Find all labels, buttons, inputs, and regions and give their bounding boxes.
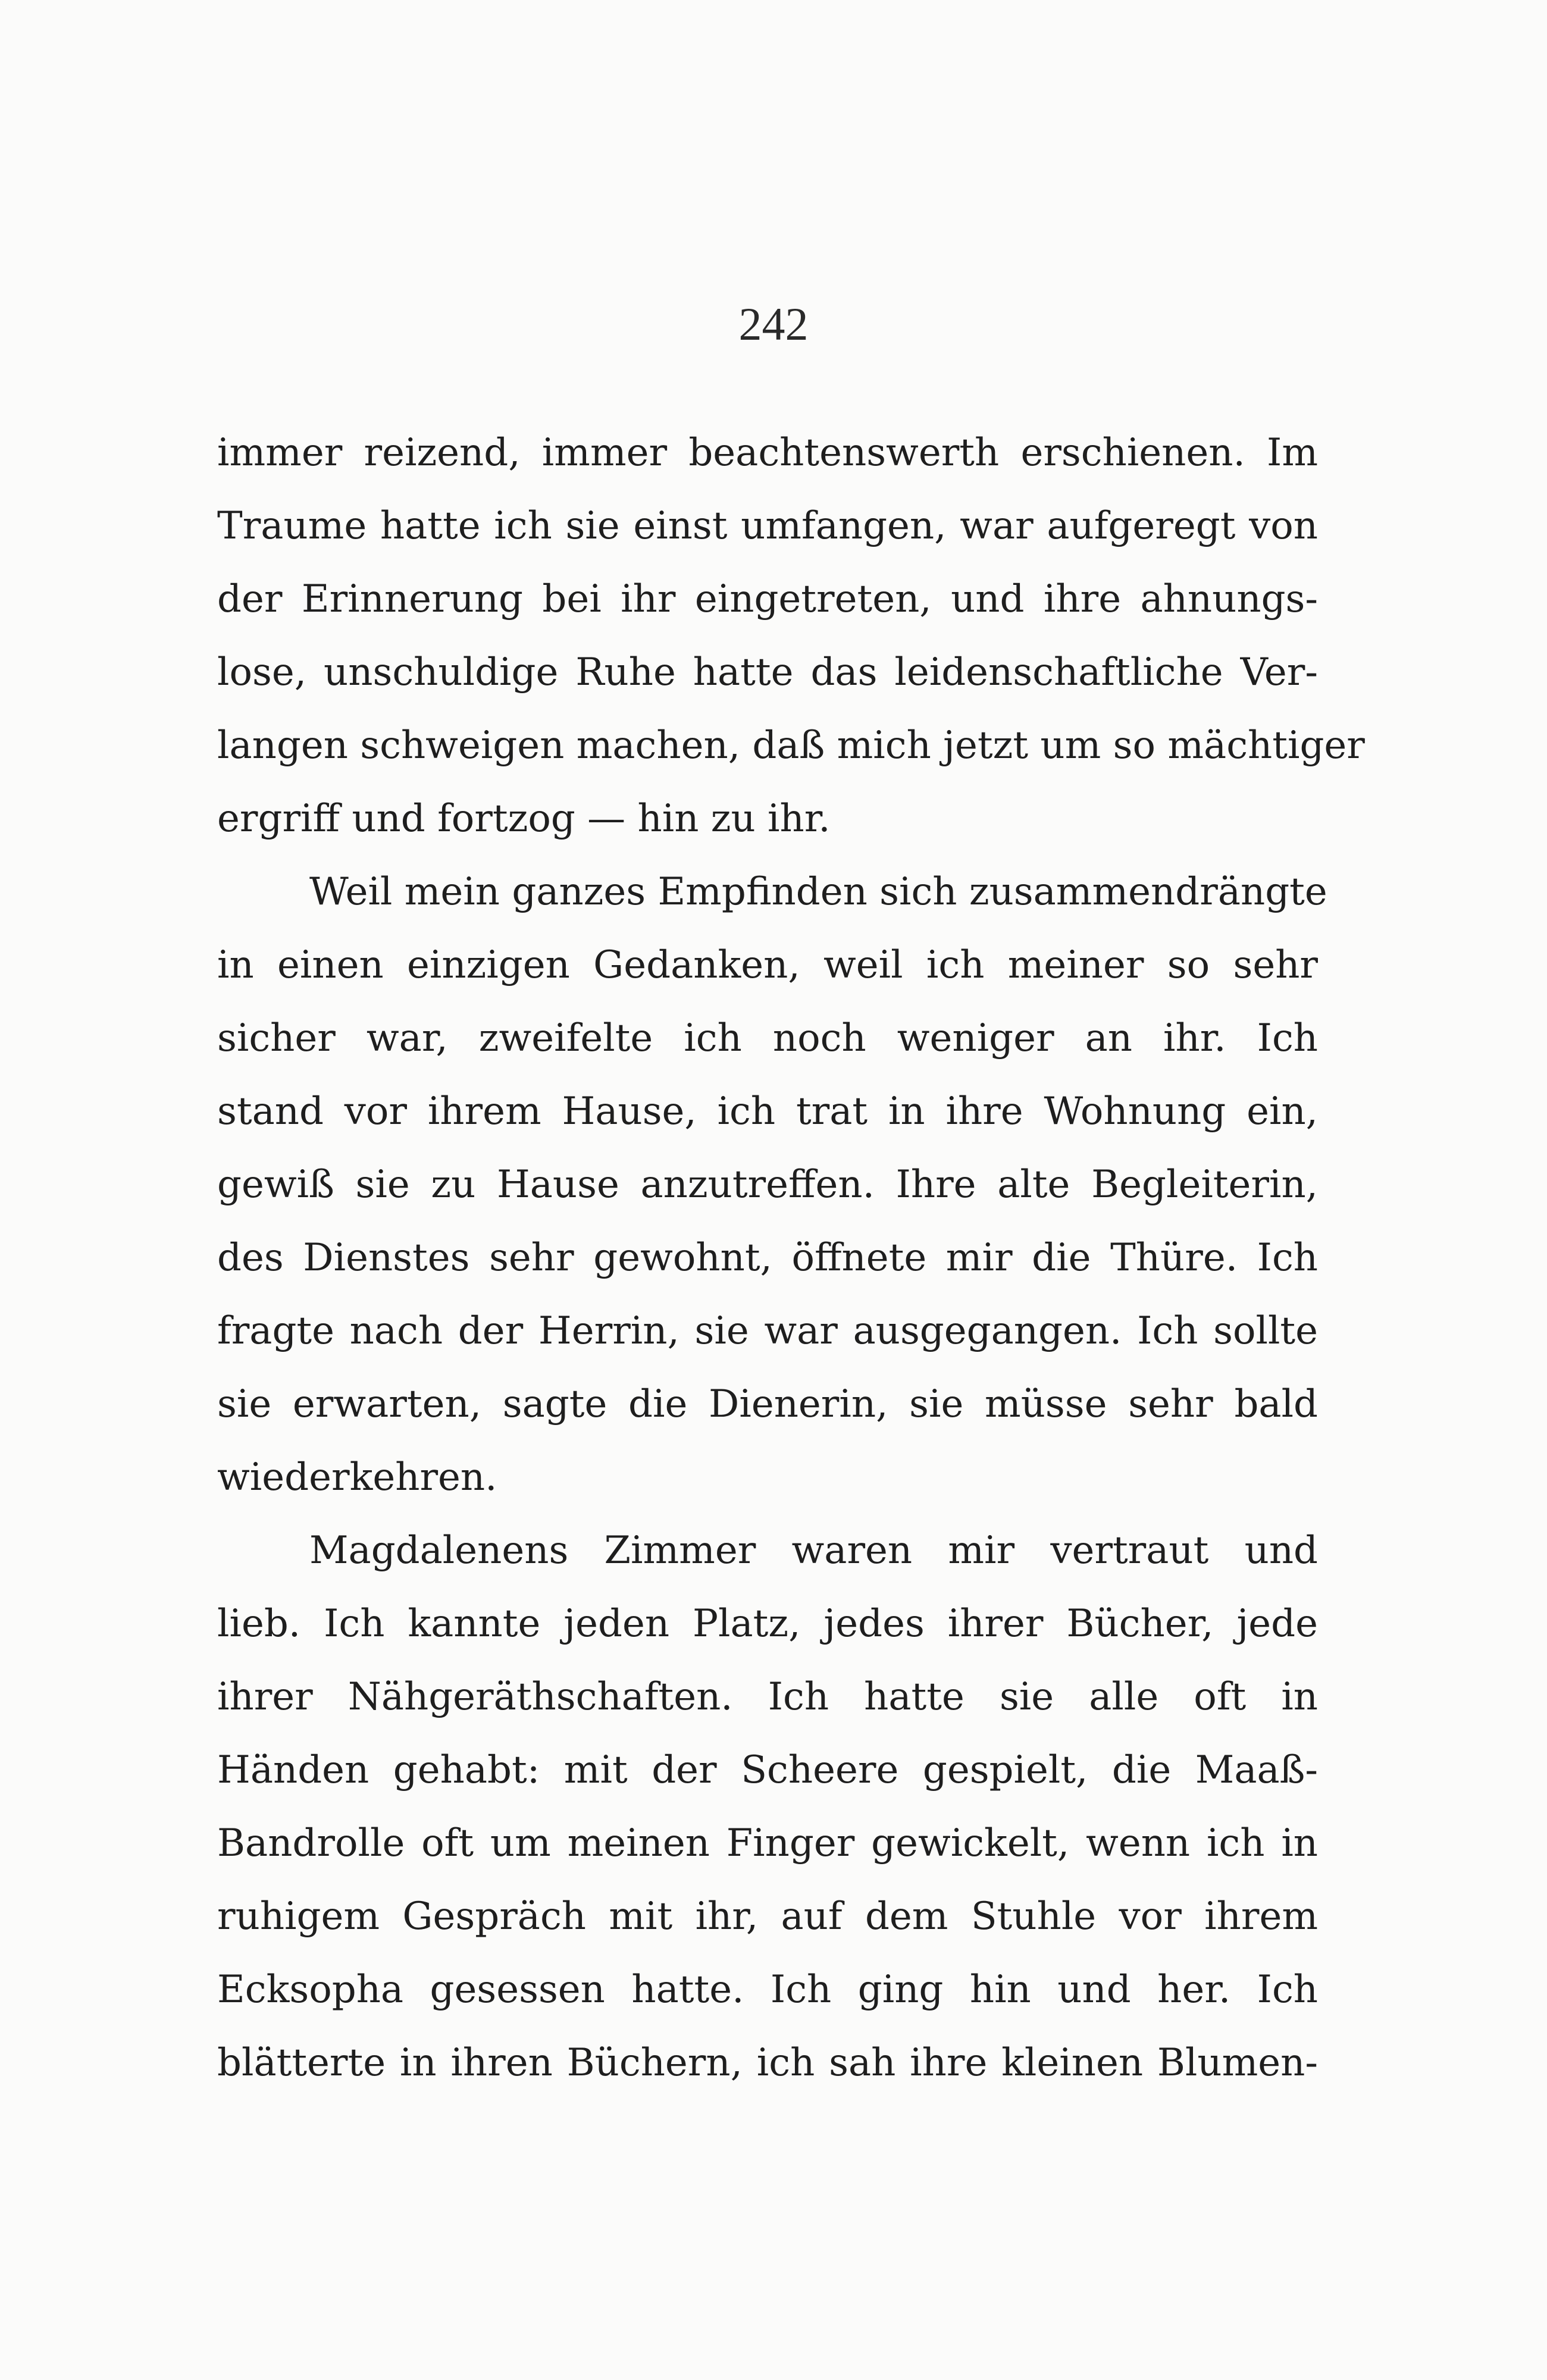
text-line: wiederkehren.	[217, 1455, 497, 1499]
text-line: immer reizend, immer beachtenswerth erschienen. Im	[217, 431, 1318, 475]
text-line: ergriff und fortzog — hin zu ihr.	[217, 797, 831, 841]
text-line: fragte nach der Herrin, sie war ausgegangen. Ich sollte	[217, 1309, 1318, 1353]
page-number: 242	[738, 298, 809, 350]
text-line: lieb. Ich kannte jeden Platz, jedes ihrer Bücher, jede	[217, 1602, 1318, 1646]
text-line: ruhigem Gespräch mit ihr, auf dem Stuhle vor ihrem	[217, 1894, 1318, 1939]
text-line: des Dienstes sehr gewohnt, öffnete mir die Thüre. Ich	[217, 1236, 1318, 1280]
text-line: gewiß sie zu Hause anzutreffen. Ihre alte Begleiterin,	[217, 1163, 1318, 1207]
text-line: in einen einzigen Gedanken, weil ich meiner so sehr	[217, 943, 1318, 987]
text-line: der Erinnerung bei ihr eingetreten, und ihre ahnungs-	[217, 577, 1318, 621]
text-line: sie erwarten, sagte die Dienerin, sie müsse sehr bald	[217, 1382, 1318, 1426]
text-line: lose, unschuldige Ruhe hatte das leidenschaftliche Ver-	[217, 650, 1318, 694]
text-line: sicher war, zweifelte ich noch weniger an ihr. Ich	[217, 1016, 1318, 1060]
text-line: Traume hatte ich sie einst umfangen, war aufgeregt von	[217, 504, 1318, 548]
text-line: blätterte in ihren Büchern, ich sah ihre kleinen Blumen-	[217, 2041, 1318, 2085]
text-line: langen schweigen machen, daß mich jetzt um so mächtiger	[217, 724, 1365, 768]
text-line: Händen gehabt: mit der Scheere gespielt, die Maaß-	[217, 1748, 1318, 1792]
body-text	[217, 416, 1365, 2100]
text-line: stand vor ihrem Hause, ich trat in ihre Wohnung ein,	[217, 1089, 1318, 1133]
text-line: ihrer Nähgeräthschaften. Ich hatte sie alle oft in	[217, 1675, 1318, 1719]
text-line: Ecksopha gesessen hatte. Ich ging hin und her. Ich	[217, 1968, 1318, 2012]
text-line: Magdalenens Zimmer waren mir vertraut und	[309, 1529, 1318, 1573]
text-line: Weil mein ganzes Empfinden sich zusammendrängte	[309, 870, 1327, 914]
text-line: Bandrolle oft um meinen Finger gewickelt, wenn ich in	[217, 1821, 1318, 1865]
